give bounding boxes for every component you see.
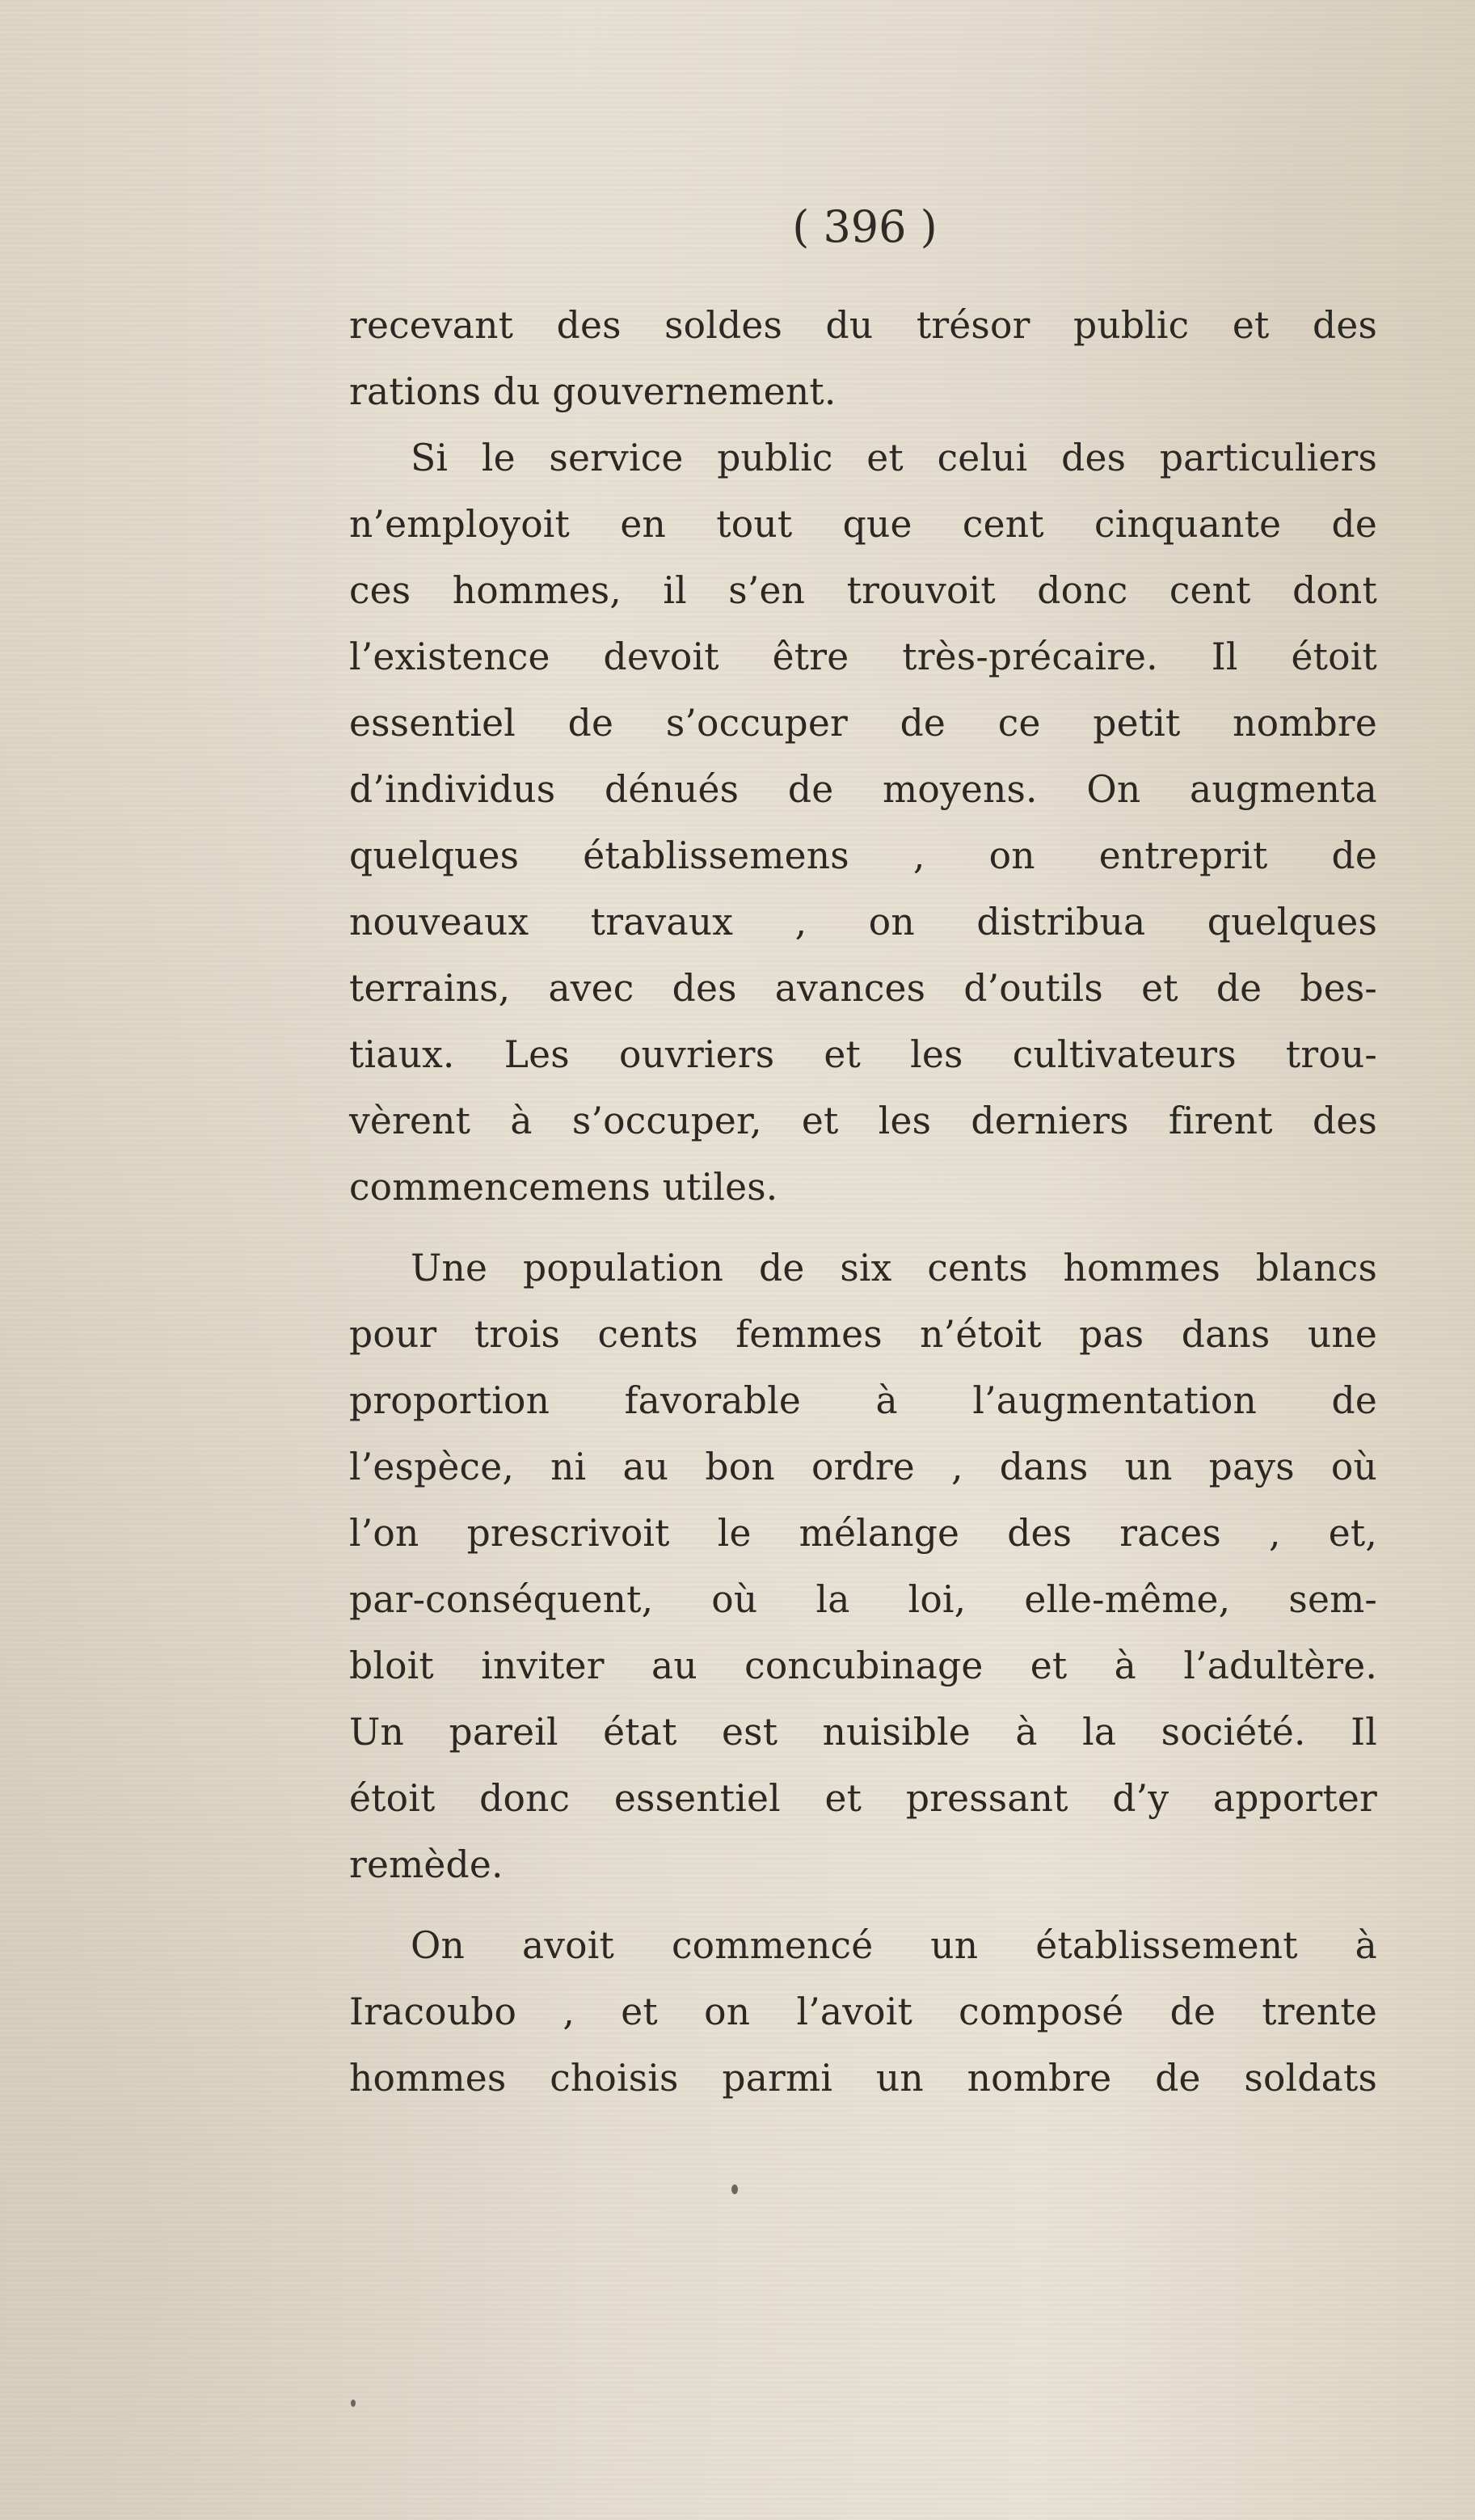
text-line: essentiel de s’occuper de ce petit nombre <box>349 702 1377 745</box>
text-line: l’on prescrivoit le mélange des races , et, <box>349 1512 1377 1555</box>
text-line: remède. <box>349 1843 504 1886</box>
paragraph-2 <box>349 425 1377 1221</box>
text-line: vèrent à s’occuper, et les derniers firent des <box>349 1100 1377 1142</box>
text-line: proportion favorable à l’augmentation de <box>349 1379 1377 1422</box>
ink-speck <box>731 2184 738 2194</box>
text-line: étoit donc essentiel et pressant d’y apporter <box>349 1777 1377 1820</box>
text-line: ces hommes, il s’en trouvoit donc cent dont <box>349 569 1377 612</box>
text-line: l’espèce, ni au bon ordre , dans un pays où <box>349 1446 1377 1488</box>
paragraph-gap <box>349 1898 1377 1913</box>
text-line: tiaux. Les ouvriers et les cultivateurs trou- <box>349 1033 1377 1076</box>
text-line: Si le service public et celui des particuliers <box>411 437 1377 479</box>
text-line: commencemens utiles. <box>349 1166 778 1209</box>
text-line: On avoit commencé un établissement à <box>411 1924 1377 1967</box>
paragraph-1 <box>349 293 1377 425</box>
text-line: quelques établissemens , on entreprit de <box>349 834 1377 877</box>
paragraph-3 <box>349 1235 1377 1898</box>
text-line: rations du gouvernement. <box>349 370 837 413</box>
text-line: Une population de six cents hommes blancs <box>411 1247 1377 1290</box>
text-line: pour trois cents femmes n’étoit pas dans une <box>349 1313 1377 1356</box>
text-line: Un pareil état est nuisible à la société. Il <box>349 1711 1377 1754</box>
text-line: l’existence devoit être très-précaire. Il étoit <box>349 635 1377 678</box>
paragraph-gap <box>349 1221 1377 1235</box>
text-line: hommes choisis parmi un nombre de soldats <box>349 2057 1377 2100</box>
text-line: par-conséquent, où la loi, elle-même, sem- <box>349 1578 1377 1621</box>
text-line: bloit inviter au concubinage et à l’adultère. <box>349 1644 1377 1687</box>
page-number: ( 396 ) <box>792 201 938 252</box>
ink-speck <box>351 2400 356 2407</box>
text-line: terrains, avec des avances d’outils et de bes- <box>349 967 1377 1010</box>
paragraph-4 <box>349 1913 1377 2112</box>
text-line: Iracoubo , et on l’avoit composé de trente <box>349 1990 1377 2033</box>
text-line: n’employoit en tout que cent cinquante de <box>349 503 1377 546</box>
text-line: recevant des soldes du trésor public et des <box>349 304 1377 347</box>
text-line: d’individus dénués de moyens. On augmenta <box>349 768 1377 811</box>
text-line: nouveaux travaux , on distribua quelques <box>349 901 1377 943</box>
body-text <box>349 293 1377 2112</box>
